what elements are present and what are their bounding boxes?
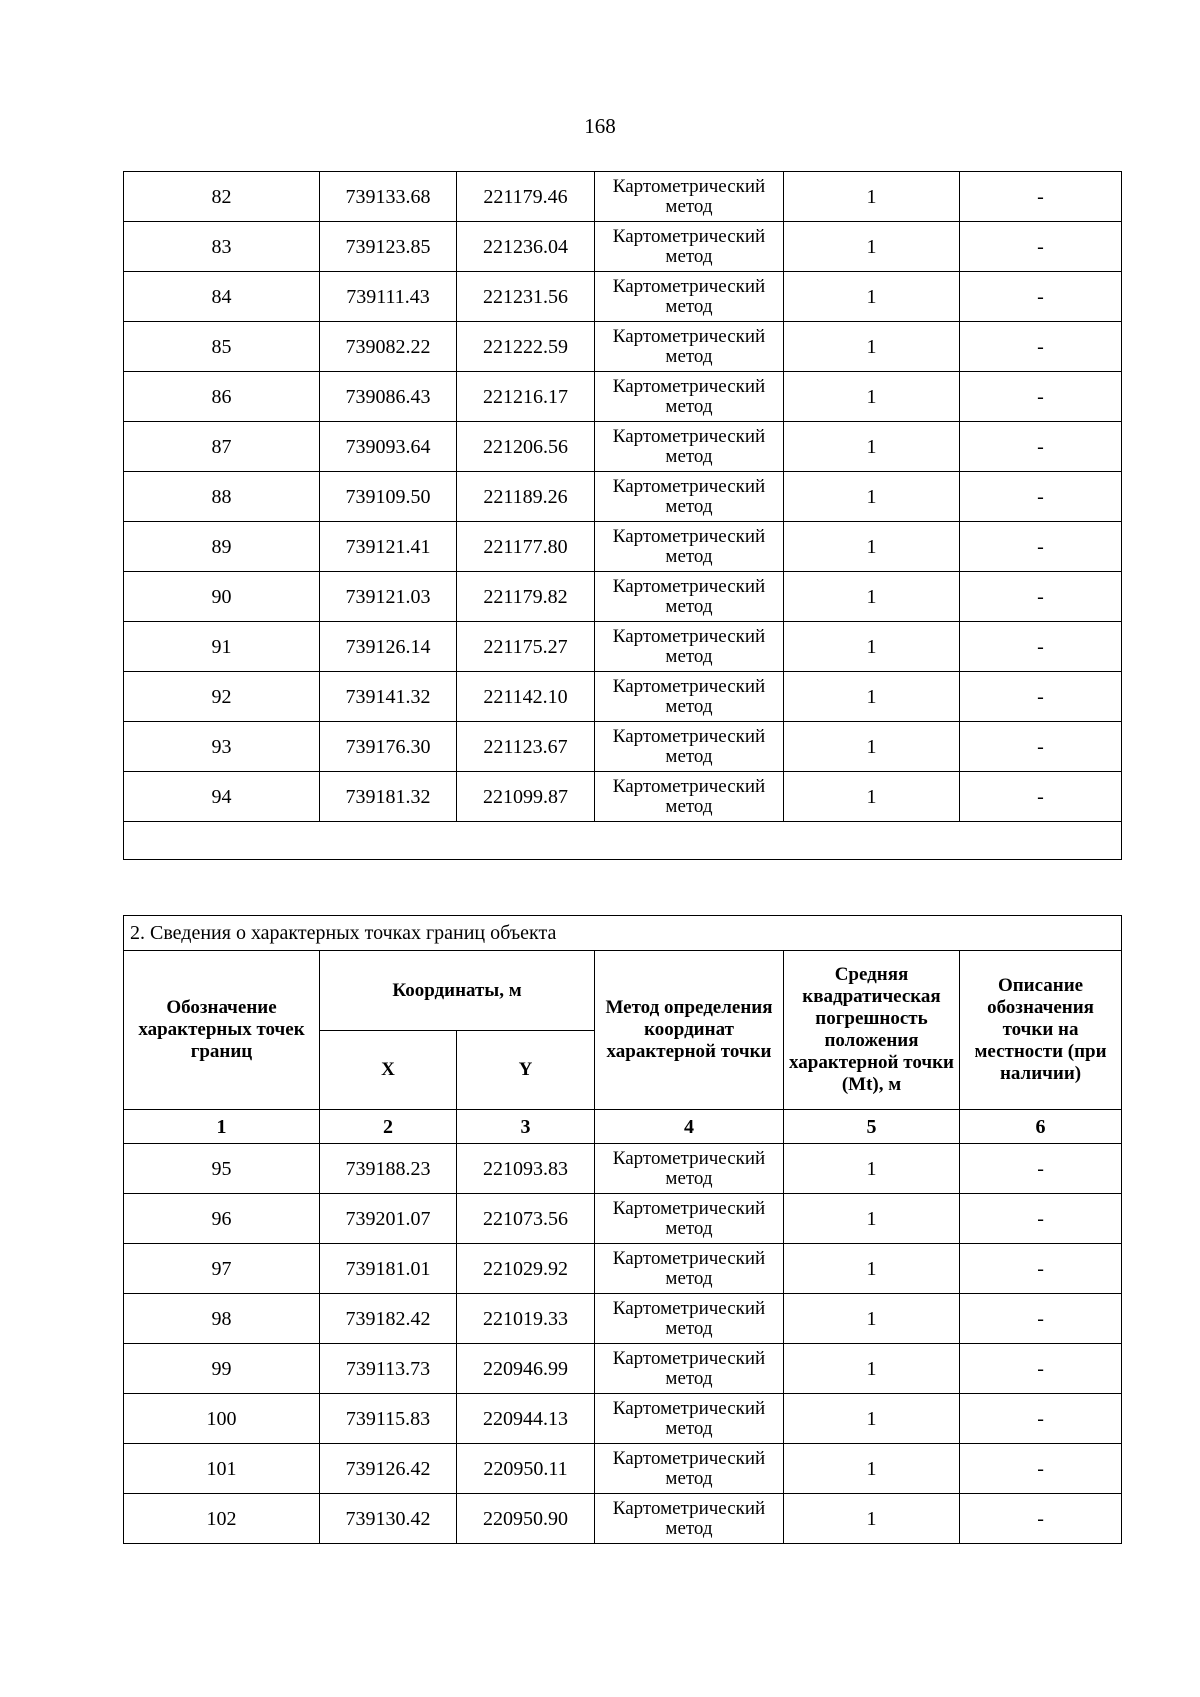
- coordinate-x-cell: 739130.42: [320, 1494, 457, 1544]
- method-cell: Картометрический метод: [595, 1394, 784, 1444]
- coordinate-x-cell: 739176.30: [320, 722, 457, 772]
- table-row: [124, 472, 1122, 522]
- column-number: 5: [784, 1110, 960, 1144]
- method-cell: Картометрический метод: [595, 722, 784, 772]
- table-row: [124, 522, 1122, 572]
- method-cell: Картометрический метод: [595, 272, 784, 322]
- point-description-cell: -: [960, 1344, 1122, 1394]
- mean-square-error-cell: 1: [784, 322, 960, 372]
- coordinate-x-cell: 739115.83: [320, 1394, 457, 1444]
- mean-square-error-cell: 1: [784, 672, 960, 722]
- table-row: [124, 1244, 1122, 1294]
- mean-square-error-cell: 1: [784, 172, 960, 222]
- point-number-cell: 90: [124, 572, 320, 622]
- column-number: 2: [320, 1110, 457, 1144]
- table-row: [124, 1144, 1122, 1194]
- table-row: [124, 222, 1122, 272]
- coordinate-y-cell: 220950.90: [457, 1494, 595, 1544]
- coordinate-y-cell: 221206.56: [457, 422, 595, 472]
- coordinate-y-cell: 220944.13: [457, 1394, 595, 1444]
- mean-square-error-cell: 1: [784, 1394, 960, 1444]
- table-row: [124, 322, 1122, 372]
- coordinate-x-cell: 739133.68: [320, 172, 457, 222]
- method-cell: Картометрический метод: [595, 172, 784, 222]
- point-number-cell: 91: [124, 622, 320, 672]
- point-description-cell: -: [960, 772, 1122, 822]
- method-cell: Картометрический метод: [595, 322, 784, 372]
- method-cell: Картометрический метод: [595, 1494, 784, 1544]
- method-cell: Картометрический метод: [595, 472, 784, 522]
- point-number-cell: 92: [124, 672, 320, 722]
- points-table-continuation: [123, 171, 1122, 860]
- mean-square-error-cell: 1: [784, 222, 960, 272]
- mean-square-error-cell: 1: [784, 372, 960, 422]
- table-row: [124, 1494, 1122, 1544]
- point-number-cell: 95: [124, 1144, 320, 1194]
- mean-square-error-cell: 1: [784, 1294, 960, 1344]
- mean-square-error-cell: 1: [784, 472, 960, 522]
- method-cell: Картометрический метод: [595, 222, 784, 272]
- point-number-cell: 84: [124, 272, 320, 322]
- table-row: [124, 372, 1122, 422]
- header-method: Метод определения координат характерной точки: [595, 951, 784, 1110]
- coordinate-y-cell: 221019.33: [457, 1294, 595, 1344]
- boundary-points-table-body: [124, 1144, 1122, 1544]
- mean-square-error-cell: 1: [784, 1344, 960, 1394]
- point-description-cell: -: [960, 1194, 1122, 1244]
- mean-square-error-cell: 1: [784, 1144, 960, 1194]
- coordinate-y-cell: 221231.56: [457, 272, 595, 322]
- point-number-cell: 86: [124, 372, 320, 422]
- point-description-cell: -: [960, 572, 1122, 622]
- point-number-cell: 97: [124, 1244, 320, 1294]
- coordinate-y-cell: 221123.67: [457, 722, 595, 772]
- method-cell: Картометрический метод: [595, 772, 784, 822]
- coordinate-y-cell: 221142.10: [457, 672, 595, 722]
- point-number-cell: 85: [124, 322, 320, 372]
- coordinate-x-cell: 739093.64: [320, 422, 457, 472]
- mean-square-error-cell: 1: [784, 1494, 960, 1544]
- point-number-cell: 93: [124, 722, 320, 772]
- coordinate-x-cell: 739201.07: [320, 1194, 457, 1244]
- method-cell: Картометрический метод: [595, 1344, 784, 1394]
- table-row: [124, 1194, 1122, 1244]
- point-description-cell: -: [960, 522, 1122, 572]
- point-description-cell: -: [960, 1294, 1122, 1344]
- point-description-cell: -: [960, 1144, 1122, 1194]
- column-number: 4: [595, 1110, 784, 1144]
- point-description-cell: -: [960, 422, 1122, 472]
- coordinate-x-cell: 739121.41: [320, 522, 457, 572]
- method-cell: Картометрический метод: [595, 1294, 784, 1344]
- coordinate-y-cell: 221179.46: [457, 172, 595, 222]
- coordinate-y-cell: 221175.27: [457, 622, 595, 672]
- coordinate-x-cell: 739181.01: [320, 1244, 457, 1294]
- table-row: [124, 1344, 1122, 1394]
- point-number-cell: 101: [124, 1444, 320, 1494]
- coordinate-y-cell: 221189.26: [457, 472, 595, 522]
- method-cell: Картометрический метод: [595, 572, 784, 622]
- point-description-cell: -: [960, 1244, 1122, 1294]
- point-number-cell: 98: [124, 1294, 320, 1344]
- coordinate-x-cell: 739126.42: [320, 1444, 457, 1494]
- method-cell: Картометрический метод: [595, 1194, 784, 1244]
- mean-square-error-cell: 1: [784, 772, 960, 822]
- point-number-cell: 94: [124, 772, 320, 822]
- table-header-row: [124, 951, 1122, 1031]
- point-number-cell: 100: [124, 1394, 320, 1444]
- table-row: [124, 572, 1122, 622]
- coordinate-x-cell: 739126.14: [320, 622, 457, 672]
- table-row: [124, 422, 1122, 472]
- mean-square-error-cell: 1: [784, 522, 960, 572]
- point-description-cell: -: [960, 1494, 1122, 1544]
- coordinate-y-cell: 221179.82: [457, 572, 595, 622]
- coordinate-x-cell: 739111.43: [320, 272, 457, 322]
- mean-square-error-cell: 1: [784, 1444, 960, 1494]
- coordinate-x-cell: 739181.32: [320, 772, 457, 822]
- empty-table-row: [124, 822, 1122, 860]
- coordinate-y-cell: 220946.99: [457, 1344, 595, 1394]
- boundary-points-table: [123, 915, 1122, 1544]
- column-number-row: [124, 1110, 1122, 1144]
- point-description-cell: -: [960, 172, 1122, 222]
- column-number: 1: [124, 1110, 320, 1144]
- point-number-cell: 87: [124, 422, 320, 472]
- point-number-cell: 102: [124, 1494, 320, 1544]
- point-description-cell: -: [960, 472, 1122, 522]
- header-y: Y: [457, 1031, 595, 1110]
- coordinate-y-cell: 221216.17: [457, 372, 595, 422]
- method-cell: Картометрический метод: [595, 1144, 784, 1194]
- coordinate-x-cell: 739182.42: [320, 1294, 457, 1344]
- coordinate-y-cell: 221073.56: [457, 1194, 595, 1244]
- coordinate-y-cell: 221029.92: [457, 1244, 595, 1294]
- point-description-cell: -: [960, 372, 1122, 422]
- table-row: [124, 1294, 1122, 1344]
- method-cell: Картометрический метод: [595, 372, 784, 422]
- table-caption: 2. Сведения о характерных точках границ объекта: [124, 916, 1122, 951]
- point-description-cell: -: [960, 672, 1122, 722]
- coordinate-x-cell: 739188.23: [320, 1144, 457, 1194]
- table-row: [124, 272, 1122, 322]
- header-point-designation: Обозначение характерных точек границ: [124, 951, 320, 1110]
- coordinate-y-cell: 221236.04: [457, 222, 595, 272]
- mean-square-error-cell: 1: [784, 422, 960, 472]
- coordinate-x-cell: 739082.22: [320, 322, 457, 372]
- point-number-cell: 96: [124, 1194, 320, 1244]
- method-cell: Картометрический метод: [595, 622, 784, 672]
- point-description-cell: -: [960, 1444, 1122, 1494]
- method-cell: Картометрический метод: [595, 1244, 784, 1294]
- point-number-cell: 89: [124, 522, 320, 572]
- points-table-continuation-body: [124, 172, 1122, 860]
- column-number: 6: [960, 1110, 1122, 1144]
- point-description-cell: -: [960, 722, 1122, 772]
- table-row: [124, 172, 1122, 222]
- table-row: [124, 672, 1122, 722]
- mean-square-error-cell: 1: [784, 272, 960, 322]
- mean-square-error-cell: 1: [784, 1244, 960, 1294]
- method-cell: Картометрический метод: [595, 1444, 784, 1494]
- table-caption-row: [124, 916, 1122, 951]
- method-cell: Картометрический метод: [595, 522, 784, 572]
- header-coordinates: Координаты, м: [320, 951, 595, 1031]
- point-number-cell: 99: [124, 1344, 320, 1394]
- point-description-cell: -: [960, 272, 1122, 322]
- point-description-cell: -: [960, 322, 1122, 372]
- table-row: [124, 1444, 1122, 1494]
- page-number: 168: [584, 114, 616, 138]
- coordinate-x-cell: 739113.73: [320, 1344, 457, 1394]
- point-description-cell: -: [960, 622, 1122, 672]
- point-description-cell: -: [960, 222, 1122, 272]
- table-row: [124, 722, 1122, 772]
- mean-square-error-cell: 1: [784, 622, 960, 672]
- coordinate-x-cell: 739086.43: [320, 372, 457, 422]
- table-row: [124, 772, 1122, 822]
- coordinate-x-cell: 739141.32: [320, 672, 457, 722]
- coordinate-y-cell: 221177.80: [457, 522, 595, 572]
- mean-square-error-cell: 1: [784, 722, 960, 772]
- mean-square-error-cell: 1: [784, 572, 960, 622]
- coordinate-y-cell: 220950.11: [457, 1444, 595, 1494]
- method-cell: Картометрический метод: [595, 422, 784, 472]
- coordinate-x-cell: 739109.50: [320, 472, 457, 522]
- point-description-cell: -: [960, 1394, 1122, 1444]
- method-cell: Картометрический метод: [595, 672, 784, 722]
- coordinate-x-cell: 739121.03: [320, 572, 457, 622]
- column-number: 3: [457, 1110, 595, 1144]
- coordinate-y-cell: 221099.87: [457, 772, 595, 822]
- table-row: [124, 1394, 1122, 1444]
- header-mean-square-error: Средняя квадратическая погрешность положения характерной точки (Mt), м: [784, 951, 960, 1110]
- mean-square-error-cell: 1: [784, 1194, 960, 1244]
- header-point-description: Описание обозначения точки на местности (при наличии): [960, 951, 1122, 1110]
- point-number-cell: 88: [124, 472, 320, 522]
- coordinate-x-cell: 739123.85: [320, 222, 457, 272]
- coordinate-y-cell: 221222.59: [457, 322, 595, 372]
- empty-cell: [124, 822, 1122, 860]
- header-x: X: [320, 1031, 457, 1110]
- point-number-cell: 82: [124, 172, 320, 222]
- coordinate-y-cell: 221093.83: [457, 1144, 595, 1194]
- point-number-cell: 83: [124, 222, 320, 272]
- table-row: [124, 622, 1122, 672]
